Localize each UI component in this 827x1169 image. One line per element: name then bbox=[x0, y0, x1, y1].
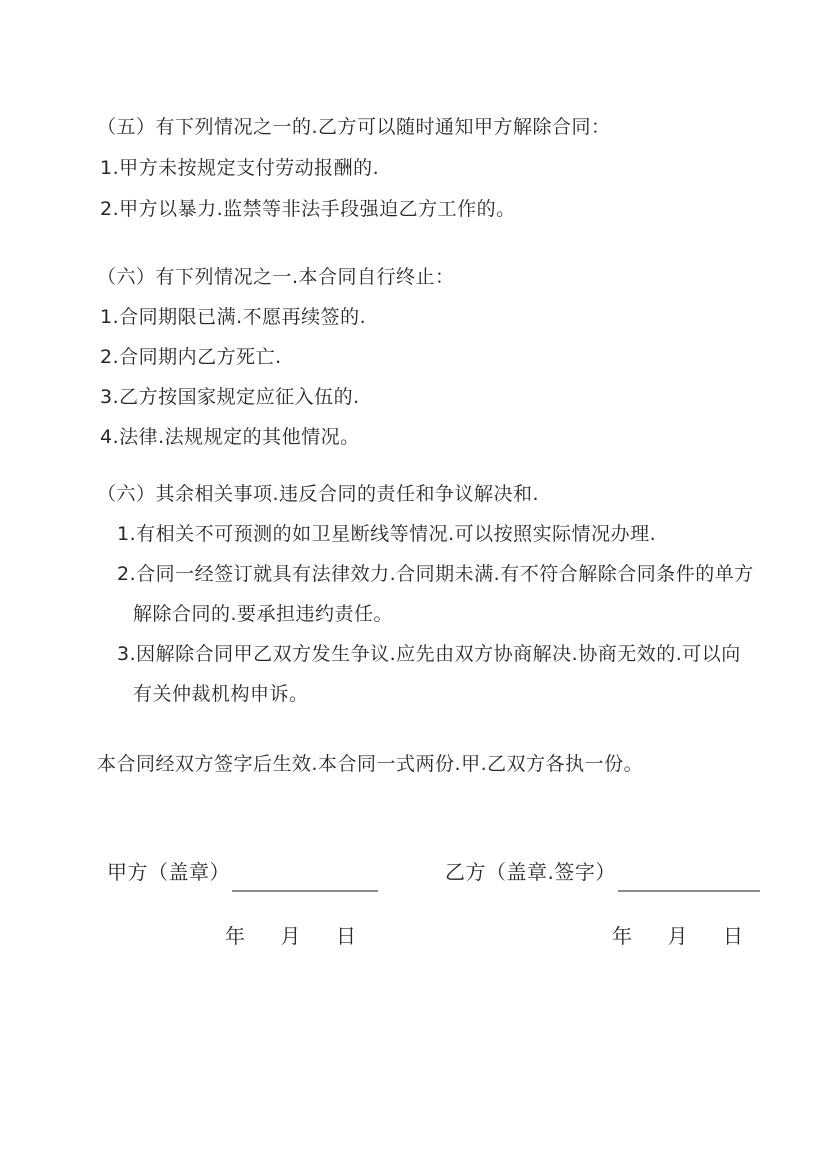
clause-item: 4.法律.法规规定的其他情况。 bbox=[100, 426, 360, 448]
closing-statement: 本合同经双方签字后生效.本合同一式两份.甲.乙双方各执一份。 bbox=[97, 753, 644, 775]
party-a-signature-block bbox=[107, 858, 378, 886]
day-label: 日 bbox=[723, 924, 744, 948]
section-heading: （六）其余相关事项.违反合同的责任和争议解决和. bbox=[97, 483, 540, 505]
party-b-date-line bbox=[612, 922, 744, 950]
section-other-matters bbox=[97, 474, 787, 714]
section-heading: （五）有下列情况之一的.乙方可以随时通知甲方解除合同： bbox=[97, 116, 611, 138]
clause-item: 2.合同一经签订就具有法律效力.合同期未满.有不符合解除合同条件的单方 bbox=[117, 563, 754, 585]
party-b-signature-block bbox=[445, 858, 760, 886]
clause-item: 1.合同期限已满.不愿再续签的. bbox=[100, 306, 367, 328]
party-a-date-line bbox=[225, 922, 357, 950]
month-label: 月 bbox=[667, 924, 688, 948]
clause-item: 1.甲方未按规定支付劳动报酬的. bbox=[100, 157, 380, 179]
clause-item: 1.有相关不可预测的如卫星断线等情况.可以按照实际情况办理. bbox=[117, 523, 657, 545]
clause-item: 3.乙方按国家规定应征入伍的. bbox=[100, 386, 360, 408]
month-label: 月 bbox=[280, 924, 301, 948]
party-a-signature-line bbox=[232, 890, 378, 892]
section-termination-by-party-b bbox=[97, 107, 787, 230]
clause-item: 3.因解除合同甲乙双方发生争议.应先由双方协商解决.协商无效的.可以向 bbox=[117, 643, 741, 665]
clause-item-continuation: 解除合同的.要承担违约责任。 bbox=[133, 603, 394, 625]
section-automatic-termination bbox=[97, 257, 787, 457]
clause-item-continuation: 有关仲裁机构申诉。 bbox=[133, 683, 309, 705]
party-a-signature-label: 甲方（盖章） bbox=[107, 860, 230, 884]
clause-item: 2.合同期内乙方死亡. bbox=[100, 346, 282, 368]
clause-item: 2.甲方以暴力.监禁等非法手段强迫乙方工作的。 bbox=[100, 198, 516, 220]
section-heading: （六）有下列情况之一.本合同自行终止： bbox=[97, 266, 455, 288]
year-label: 年 bbox=[612, 924, 633, 948]
year-label: 年 bbox=[225, 924, 246, 948]
party-b-signature-line bbox=[618, 890, 760, 892]
party-b-signature-label: 乙方（盖章.签字） bbox=[445, 860, 616, 884]
day-label: 日 bbox=[336, 924, 357, 948]
